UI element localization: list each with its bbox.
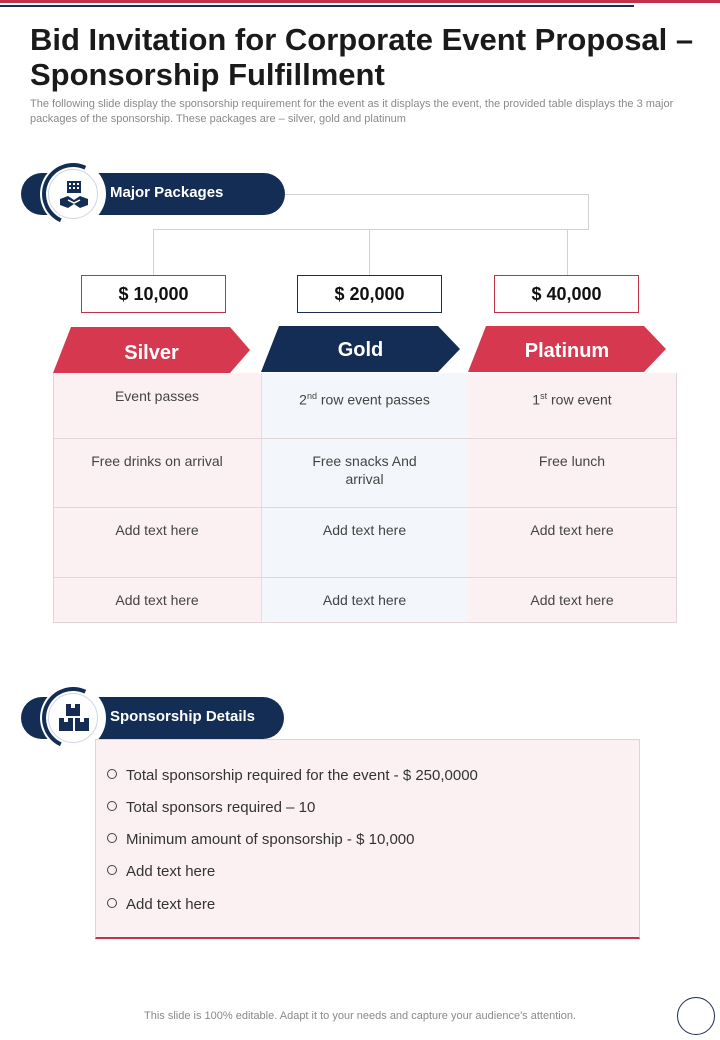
connector-line [588, 194, 589, 230]
bullet-circle-icon [107, 865, 117, 875]
price-gold: $ 20,000 [297, 275, 442, 313]
top-accent-line [0, 0, 720, 3]
table-cell: Add text here [115, 592, 199, 608]
page-subtitle: The following slide display the sponsorship requirement for the event as it displays the event, the provided table displays the 3 major packages of the sponsorship. These packages are – silver, gold and platinum [30, 98, 674, 125]
bullet-circle-icon [107, 801, 117, 811]
boxes-icon [49, 694, 99, 744]
tier-name-silver: Silver [124, 342, 179, 364]
connector-line [153, 229, 589, 230]
list-item: Add text here [107, 863, 215, 880]
table-cell: Add text here [530, 592, 614, 608]
connector-line [567, 229, 568, 275]
handshake-building-icon [49, 170, 99, 220]
table-cell: Add text here [322, 592, 407, 608]
icon-circle [48, 693, 98, 743]
bullet-circle-icon [107, 898, 117, 908]
table-cell: Add text here [115, 522, 199, 538]
tier-name-platinum: Platinum [524, 340, 610, 362]
major-packages-label: Major Packages [110, 184, 224, 201]
sponsorship-details-box [95, 739, 640, 939]
top-accent-line-secondary [0, 5, 634, 7]
icon-circle [48, 169, 98, 219]
bullet-circle-icon [107, 833, 117, 843]
connector-line [153, 229, 154, 275]
row-divider [53, 622, 676, 623]
table-cell: Free drinks on arrival [91, 453, 223, 469]
table-cell: 2nd row event passes [299, 391, 430, 408]
corner-circle-decoration [677, 997, 715, 1035]
footer-note: This slide is 100% editable. Adapt it to your needs and capture your audience's attention. [144, 1010, 576, 1022]
price-platinum: $ 40,000 [494, 275, 639, 313]
bullet-circle-icon [107, 769, 117, 779]
table-cell: 1st row event [532, 391, 612, 408]
page-title: Bid Invitation for Corporate Event Proposal – Sponsorship Fulfillment [30, 22, 694, 92]
table-cell: Add text here [530, 522, 614, 538]
table-cell: Free snacks And arrival [312, 453, 417, 487]
list-item: Minimum amount of sponsorship - $ 10,000 [107, 831, 414, 848]
table-cell: Free lunch [538, 453, 606, 469]
sponsorship-details-label: Sponsorship Details [110, 708, 256, 725]
list-item: Add text here [107, 896, 215, 913]
table-cell: Add text here [322, 522, 407, 538]
tier-name-gold: Gold [337, 339, 384, 361]
connector-line [369, 229, 370, 275]
list-item: Total sponsorship required for the event - $ 250,0000 [107, 767, 478, 784]
connector-line [285, 194, 589, 195]
table-cell: Event passes [114, 388, 200, 404]
list-item: Total sponsors required – 10 [107, 799, 315, 816]
price-silver: $ 10,000 [81, 275, 226, 313]
